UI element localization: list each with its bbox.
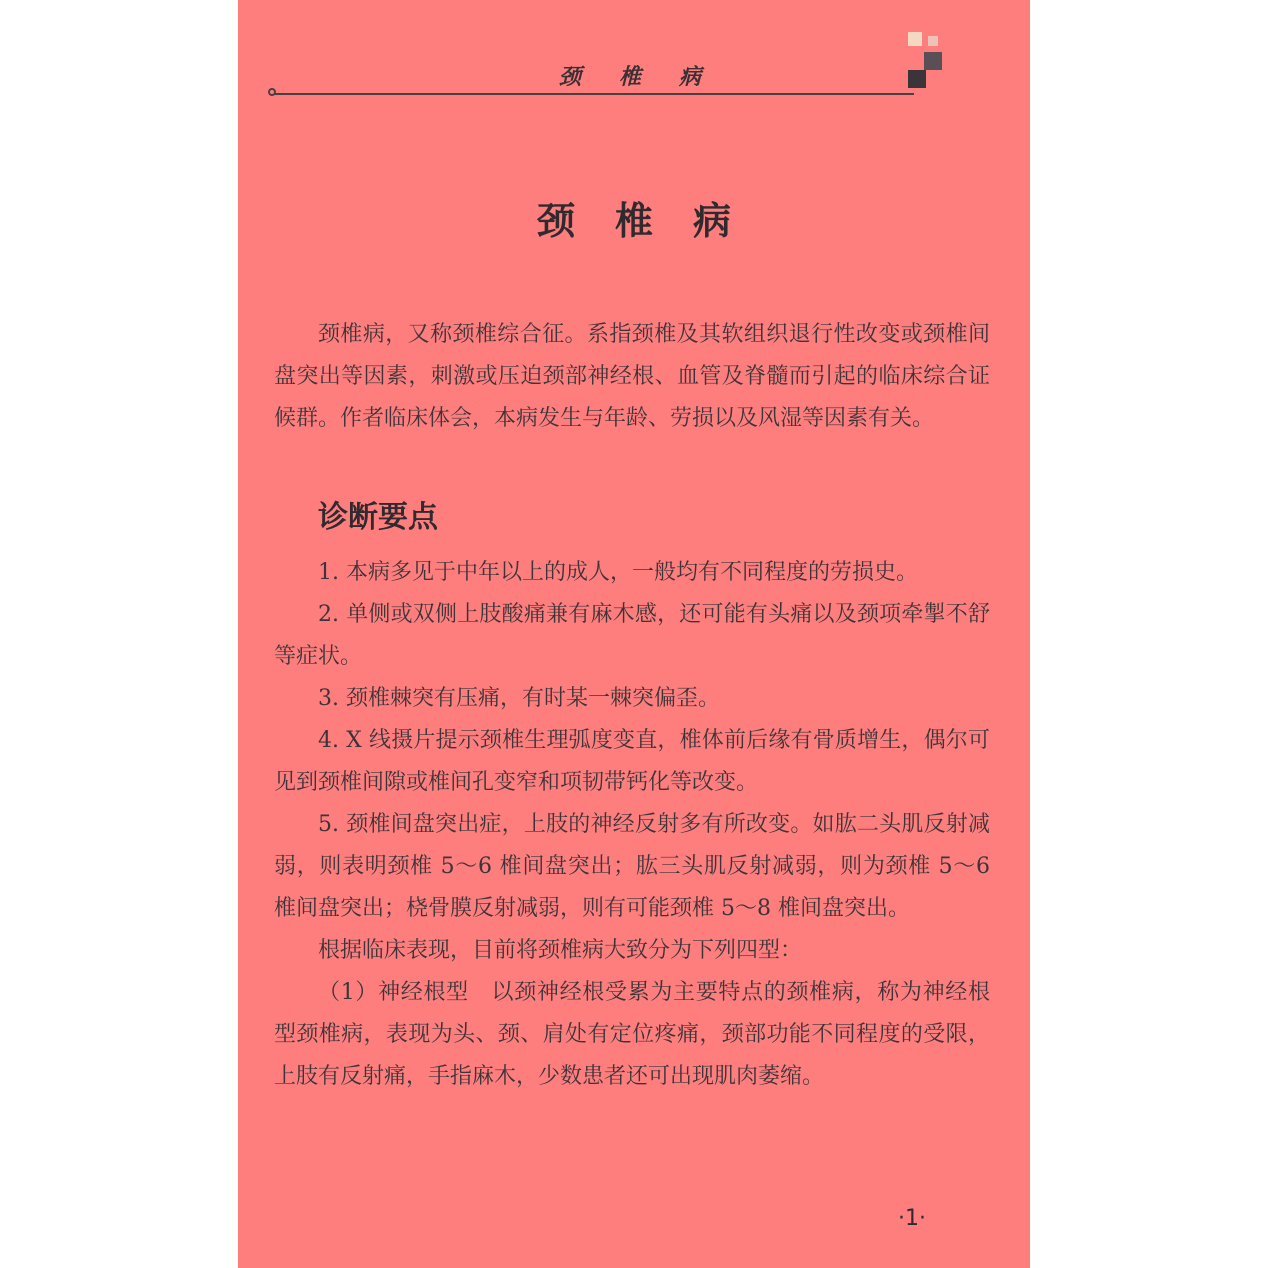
page-number: ·1·: [898, 1206, 926, 1231]
list-item: 5. 颈椎间盘突出症，上肢的神经反射多有所改变。如肱二头肌反射减弱，则表明颈椎 5～6 椎间盘突出；肱三头肌反射减弱，则为颈椎 5～6 椎间盘突出；桡骨膜反射减弱，则有可能颈椎 5～8 椎间盘突出。: [274, 812, 990, 921]
corner-decoration-icon: [904, 32, 946, 92]
list-item: 根据临床表现，目前将颈椎病大致分为下列四型：: [318, 938, 803, 963]
list-item: （1）神经根型 以颈神经根受累为主要特点的颈椎病，称为神经根型颈椎病，表现为头、颈、肩处有定位疼痛，颈部功能不同程度的受限，上肢有反射痛，手指麻木，少数患者还可出现肌肉萎缩。: [274, 980, 990, 1089]
running-head: 颈椎病: [558, 64, 739, 90]
chapter-title: 颈椎病: [536, 199, 771, 243]
book-page: [238, 0, 1030, 1268]
list-item: 4. X 线摄片提示颈椎生理弧度变直，椎体前后缘有骨质增生，偶尔可见到颈椎间隙或椎间孔变窄和项韧带钙化等改变。: [274, 728, 990, 795]
section-heading: 诊断要点: [318, 500, 438, 535]
list-item: 2. 单侧或双侧上肢酸痛兼有麻木感，还可能有头痛以及颈项牵掣不舒等症状。: [274, 602, 990, 669]
diagnosis-list: [274, 552, 990, 1098]
list-item: 3. 颈椎棘突有压痛，有时某一棘突偏歪。: [318, 686, 720, 711]
header-rule: [274, 93, 914, 95]
intro-block: [274, 314, 990, 440]
intro-paragraph: 颈椎病，又称颈椎综合征。系指颈椎及其软组织退行性改变或颈椎间盘突出等因素，刺激或压迫颈部神经根、血管及脊髓而引起的临床综合证候群。作者临床体会，本病发生与年龄、劳损以及风湿等因素有关。: [274, 322, 990, 431]
list-item: 1. 本病多见于中年以上的成人，一般均有不同程度的劳损史。: [318, 560, 918, 585]
